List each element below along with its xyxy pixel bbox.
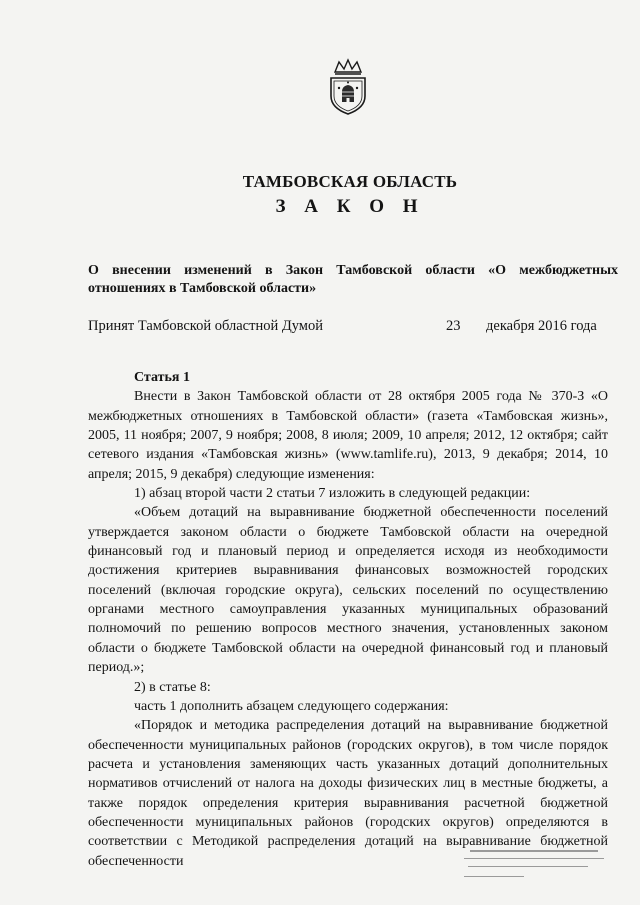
paragraph: 1) абзац второй части 2 статьи 7 изложить в следующей редакции: — [134, 486, 531, 502]
article-body — [88, 368, 608, 871]
paragraph: Внести в Закон Тамбовской области от 28 октября 2005 года № 370-З «О межбюджетных отношениях в Тамбовской области» (газета «Тамбовская жизнь», 2005, 11 ноября; 2007, 9 ноября; 2008, 8 июля; 2009, 10 апреля; 2012, 12 октября; сайт сетевого издания «Тамбовская жизнь» (www.tamlife.ru), 2013, 9 декабря; 2014, 10 апреля; 2015, 9 декабря) следующие изменения: — [88, 389, 608, 482]
paragraph: 2) в статье 8: — [134, 679, 211, 695]
adopted-day: 23 — [446, 318, 461, 334]
adopted-by: Принят Тамбовской областной Думой — [88, 318, 323, 334]
document-type-heading: З А К О Н — [275, 196, 425, 217]
coat-of-arms-icon — [325, 58, 371, 116]
paragraph: «Порядок и методика распределения дотаций на выравнивание бюджетной обеспеченности муниципальных районов (городских округов), в том числе порядок расчета и установления заменяющих часть указанных дотаций дополнительных нормативов отчислений от налога на доходы физических лиц в местные бюджеты, а также порядок определения критерия выравнивания расчетной бюджетной обеспеченности муниципальных районов (городских округов) определяются в соответствии с Методикой распределения дотаций на выравнивание бюджетной обеспеченности — [88, 718, 608, 869]
region-heading: ТАМБОВСКАЯ ОБЛАСТЬ — [242, 172, 458, 191]
registration-stamp — [460, 836, 610, 886]
law-title: О внесении изменений в Закон Тамбовской области «О межбюджетных отношениях в Тамбовской области» — [88, 263, 618, 296]
article-heading: Статья 1 — [134, 370, 190, 385]
adopted-month-year: декабря 2016 года — [486, 318, 597, 334]
paragraph: «Объем дотаций на выравнивание бюджетной обеспеченности поселений утверждается законом области о бюджете Тамбовской области на очередной финансовый год и плановый период и определяется исходя из необходимости достижения критериев выравнивания финансовых возможностей городских поселений (включая городские округа), сельских поселений по осуществлению органами местного самоуправления указанных муниципальных образований полномочий по решению вопросов местного значения, установленных законом области о бюджете Тамбовской области на очередной финансовый год и плановый период.»; — [88, 505, 608, 676]
paragraph: часть 1 дополнить абзацем следующего содержания: — [134, 698, 449, 714]
